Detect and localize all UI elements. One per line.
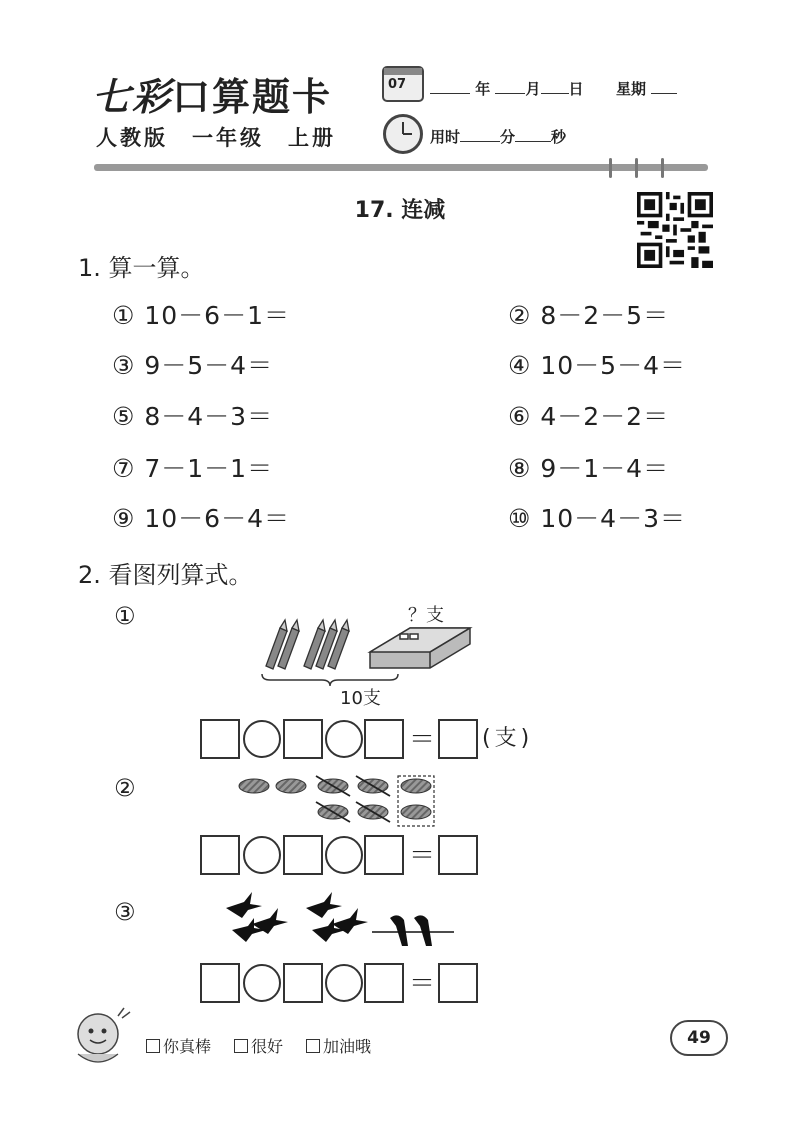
result-box[interactable]: [438, 835, 478, 875]
exercise-10: [508, 499, 686, 535]
answer-box[interactable]: [364, 835, 404, 875]
swallows-illustration: [222, 890, 458, 954]
rating-label: 很好: [251, 1037, 284, 1056]
logo-prefix: 七彩: [92, 75, 173, 119]
equals-sign: ＝: [409, 725, 436, 755]
brand-logo: [92, 66, 332, 121]
checkbox[interactable]: [234, 1039, 248, 1053]
expression: 7－1－1＝: [144, 454, 274, 483]
pencil-box-icon: [370, 628, 470, 668]
binder-ring-icon: [609, 158, 612, 178]
rating-keep-going[interactable]: [306, 1034, 371, 1057]
checkbox[interactable]: [306, 1039, 320, 1053]
exercise-4: [508, 346, 686, 382]
exercise-5: [112, 397, 273, 433]
exercise-8: [508, 449, 669, 485]
exercise-9: [112, 499, 290, 535]
exercise-2: [508, 296, 669, 332]
header-divider: [94, 164, 708, 171]
binder-ring-icon: [635, 158, 638, 178]
answer-box[interactable]: [364, 963, 404, 1003]
year-blank[interactable]: [430, 79, 470, 94]
minute-blank[interactable]: [460, 127, 500, 142]
time-label: 用时: [430, 128, 461, 146]
answer-box[interactable]: [364, 719, 404, 759]
binder-ring-icon: [661, 158, 664, 178]
equals-sign: ＝: [409, 969, 436, 999]
swallow-icon: [226, 892, 262, 918]
operator-circle[interactable]: [243, 836, 281, 874]
perched-swallow-icon: [390, 915, 408, 946]
qr-code-icon[interactable]: [637, 192, 713, 268]
answer-box[interactable]: [283, 719, 323, 759]
expression: 10－5－4＝: [540, 351, 686, 380]
second-blank[interactable]: [515, 127, 551, 142]
item-number: ③: [112, 351, 136, 380]
exercise-7: [112, 449, 273, 485]
unknown-count-label: ？支: [408, 605, 444, 626]
checkbox[interactable]: [146, 1039, 160, 1053]
bread-icon: [401, 805, 431, 819]
operator-circle[interactable]: [243, 964, 281, 1002]
bread-icon: [239, 779, 269, 793]
month-label: 月: [525, 80, 541, 98]
lesson-title: 17. 连减: [354, 198, 446, 223]
operator-circle[interactable]: [325, 964, 363, 1002]
problem-3-number: ③: [114, 898, 136, 926]
expression: 8－4－3＝: [144, 402, 274, 431]
exercise-3: [112, 346, 273, 382]
operator-circle[interactable]: [243, 720, 281, 758]
weekday-label: 星期: [615, 80, 646, 98]
rating-good[interactable]: [234, 1034, 283, 1057]
problem-2-number: ②: [114, 774, 136, 802]
expression: 4－2－2＝: [540, 402, 670, 431]
item-number: ⑦: [112, 454, 136, 483]
equals-sign: ＝: [409, 841, 436, 871]
result-box[interactable]: [438, 963, 478, 1003]
expression: 10－4－3＝: [540, 504, 686, 533]
bread-icon: [276, 779, 306, 793]
calendar-number: 07: [388, 77, 407, 92]
edition-label: 人教版 一年级 上册: [96, 126, 336, 150]
operator-circle[interactable]: [325, 720, 363, 758]
item-number: ⑧: [508, 454, 532, 483]
year-label: 年: [475, 80, 491, 98]
expression: 9－1－4＝: [540, 454, 670, 483]
answer-box[interactable]: [200, 963, 240, 1003]
pencils-and-box-illustration: [260, 618, 480, 680]
item-number: ⑩: [508, 504, 532, 533]
problem-1-number: ①: [114, 602, 136, 630]
answer-box[interactable]: [200, 835, 240, 875]
month-blank[interactable]: [495, 79, 525, 94]
clock-icon: [383, 114, 423, 154]
total-label: 10支: [340, 688, 381, 709]
calendar-icon: [382, 66, 424, 102]
item-number: ④: [508, 351, 532, 380]
expression: 8－2－5＝: [540, 301, 670, 330]
rating-label: 加油哦: [323, 1037, 372, 1056]
expression: 10－6－4＝: [144, 504, 290, 533]
answer-box[interactable]: [200, 719, 240, 759]
date-line: [430, 78, 677, 99]
exercise-1: [112, 296, 290, 332]
weekday-blank[interactable]: [651, 79, 677, 94]
item-number: ①: [112, 301, 136, 330]
bread-icon: [401, 779, 431, 793]
perched-swallow-icon: [414, 915, 432, 946]
item-number: ⑤: [112, 402, 136, 431]
time-line: [430, 126, 566, 147]
exercise-6: [508, 397, 669, 433]
rating-excellent[interactable]: [146, 1034, 211, 1057]
swallow-icon: [306, 892, 342, 918]
item-number: ⑨: [112, 504, 136, 533]
result-box[interactable]: [438, 719, 478, 759]
unit-label: (支): [482, 726, 534, 751]
mascot-icon: [66, 1004, 136, 1070]
second-label: 秒: [551, 128, 567, 146]
minute-label: 分: [500, 128, 516, 146]
logo-main: 口算题卡: [172, 75, 333, 119]
bread-illustration: [236, 774, 442, 828]
operator-circle[interactable]: [325, 836, 363, 874]
answer-box[interactable]: [283, 835, 323, 875]
expression: 10－6－1＝: [144, 301, 290, 330]
item-number: ⑥: [508, 402, 532, 431]
day-blank[interactable]: [541, 79, 569, 94]
page-number: 49: [670, 1020, 728, 1056]
rating-label: 你真棒: [163, 1037, 212, 1056]
section1-title: 1. 算一算。: [78, 254, 205, 282]
item-number: ②: [508, 301, 532, 330]
section2-title: 2. 看图列算式。: [78, 561, 253, 589]
answer-box[interactable]: [283, 963, 323, 1003]
day-label: 日: [568, 80, 584, 98]
expression: 9－5－4＝: [144, 351, 274, 380]
